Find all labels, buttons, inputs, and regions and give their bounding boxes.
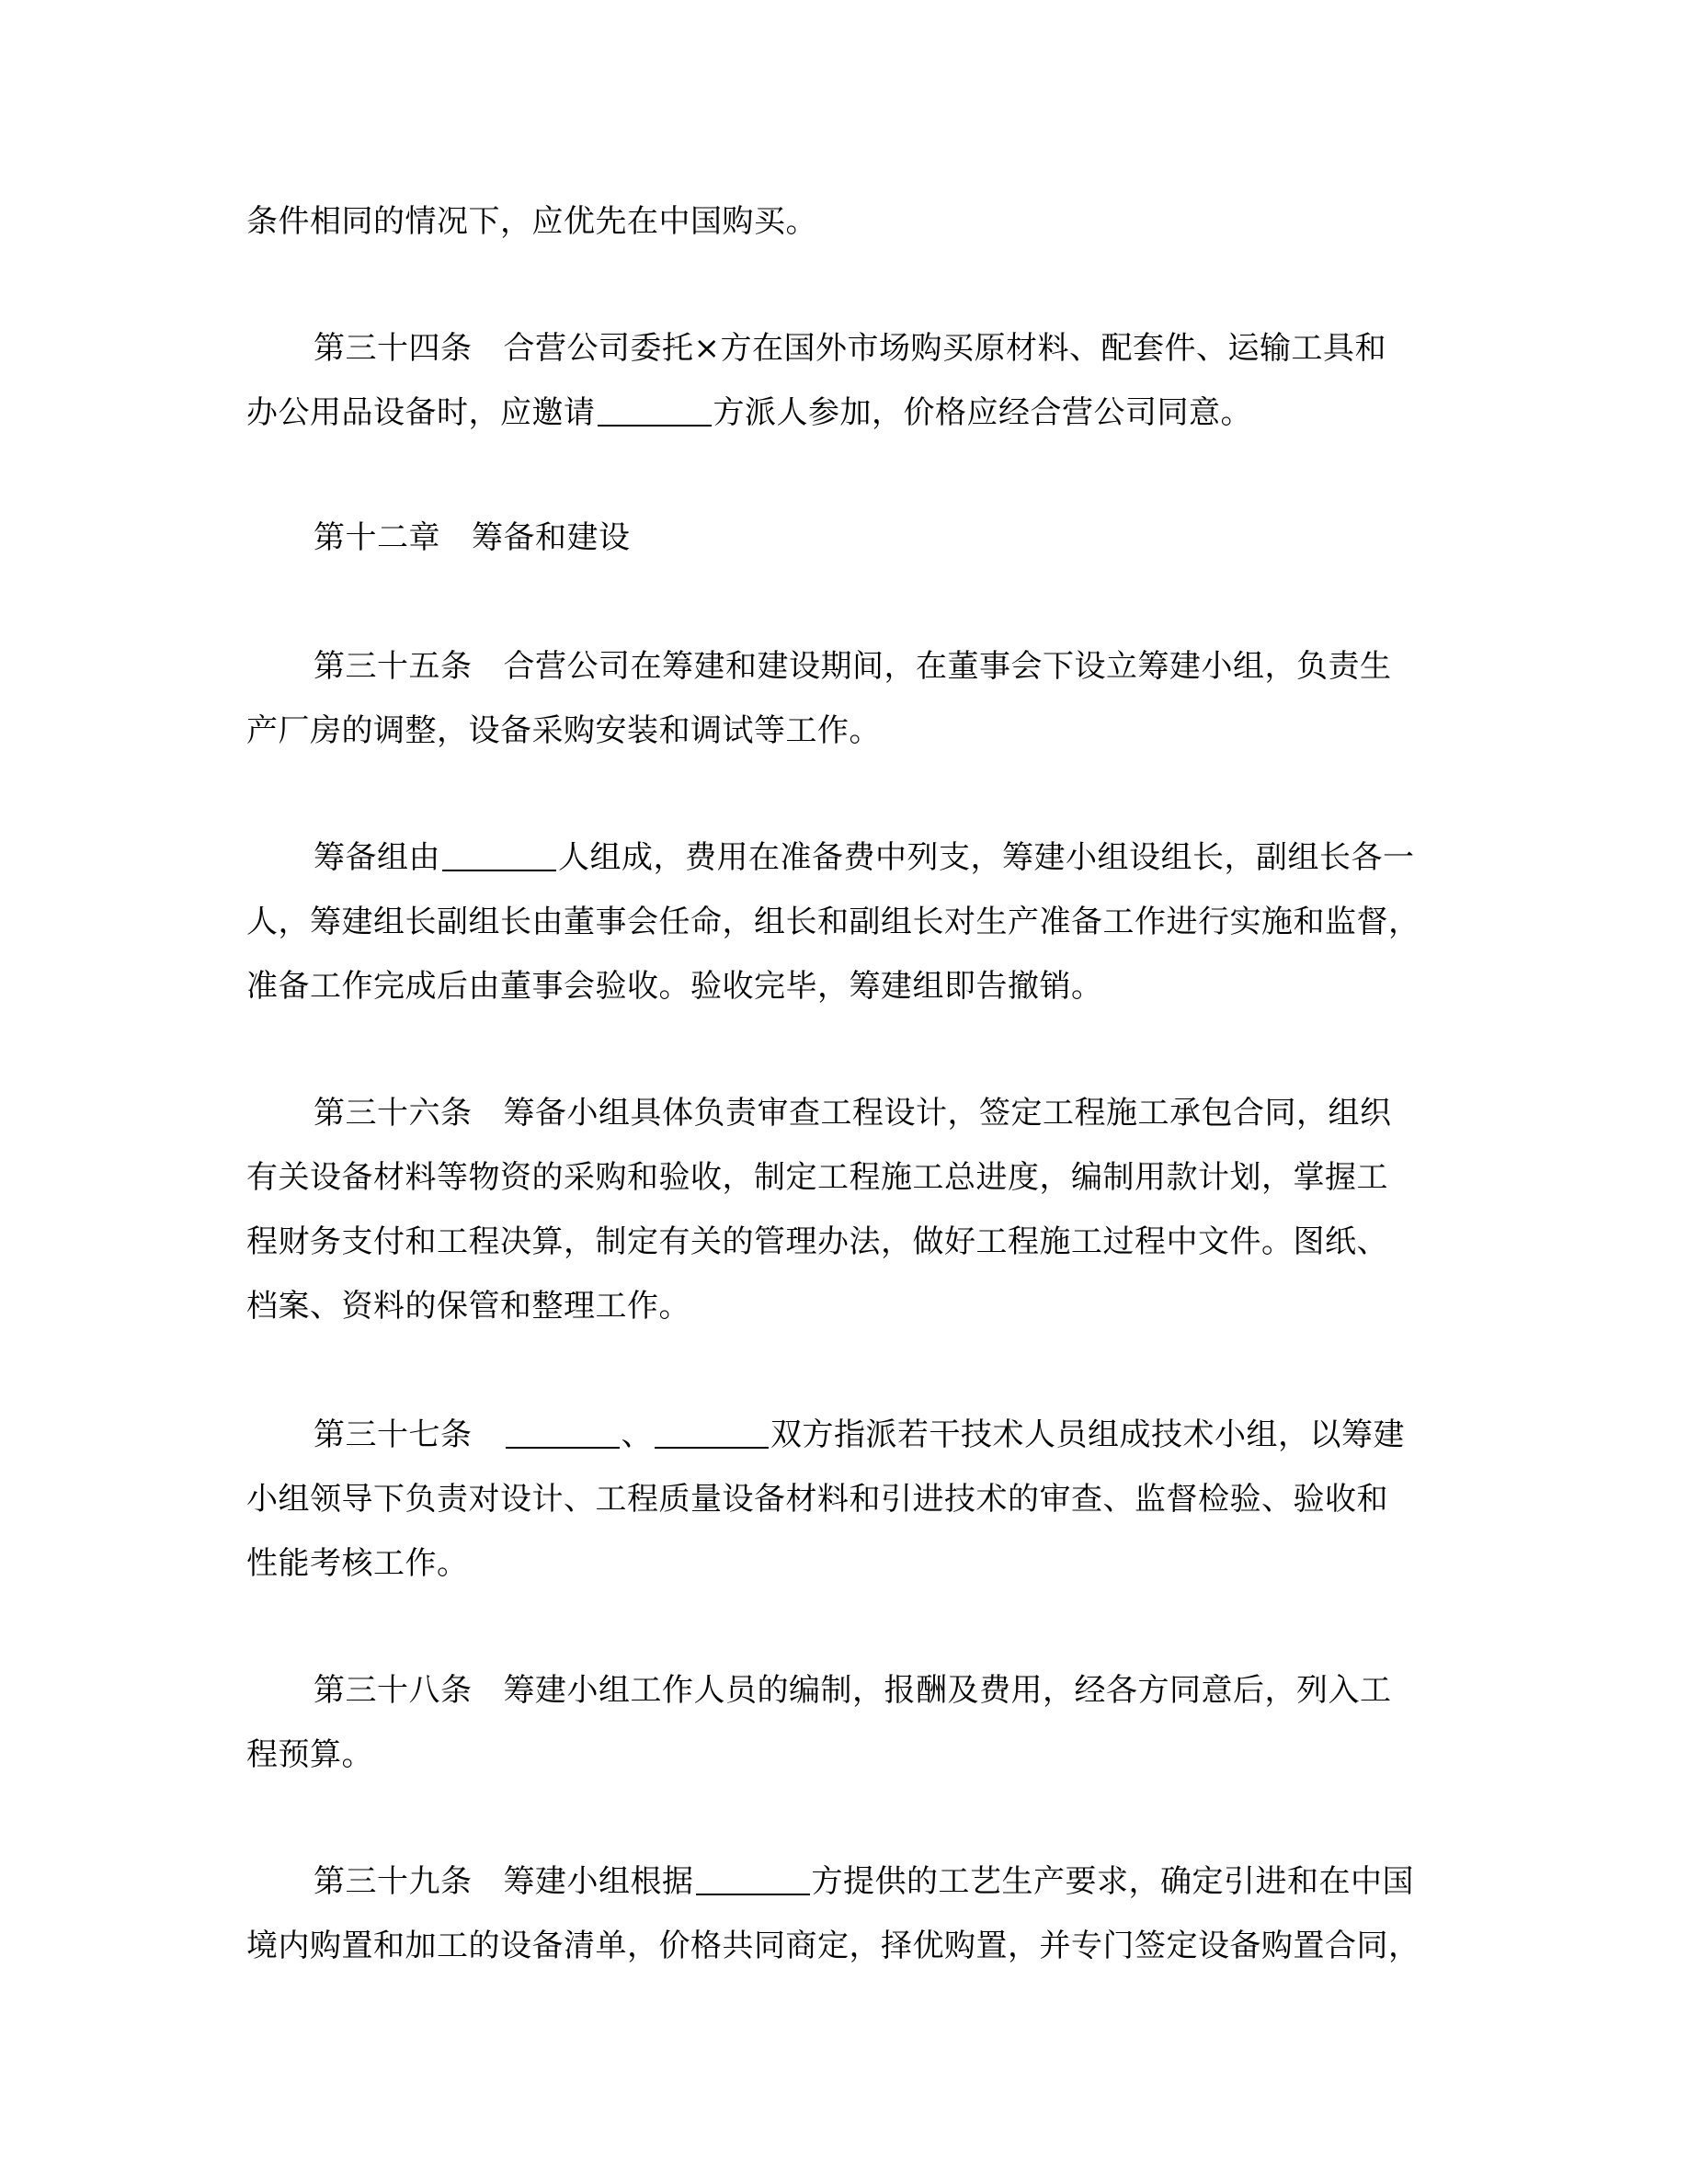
text-line: 第三十六条 筹备小组具体负责审查工程设计，签定工程施工承包合同，组织 (314, 1095, 1392, 1132)
text-line: 档案、资料的保管和整理工作。 (246, 1288, 690, 1325)
article-label: 第三十六条 (314, 1095, 473, 1132)
article-label: 第三十九条 (314, 1863, 473, 1900)
text-line: 境内购置和加工的设备清单，价格共同商定，择优购置，并专门签定设备购置合同， (246, 1928, 1420, 1964)
text-line: 人，筹建组长副组长由董事会任命，组长和副组长对生产准备工作进行实施和监督， (246, 904, 1420, 940)
article-35 (246, 634, 1442, 763)
text-line: 小组领导下负责对设计、工程质量设备材料和引进技术的审查、监督检验、验收和 (246, 1481, 1388, 1518)
article-label: 第三十八条 (314, 1672, 473, 1709)
text-line: 条件相同的情况下，应优先在中国购买。 (246, 203, 817, 240)
article-36 (246, 1081, 1442, 1338)
text-line: 筹备组由 人组成，费用在准备费中列支，筹建小组设组长，副组长各一 (246, 825, 1442, 890)
text-line: 有关设备材料等物资的采购和验收，制定工程施工总进度，编制用款计划，掌握工 (246, 1159, 1388, 1196)
text-line: 性能考核工作。 (246, 1545, 469, 1582)
article-37 (246, 1403, 1442, 1596)
article-label: 第三十四条 (314, 330, 473, 367)
text-line (246, 506, 1442, 570)
blank-underline (598, 392, 712, 427)
chapter-title: 筹备和建设 (472, 519, 631, 556)
text-line: 第三十九条 筹建小组根据 方提供的工艺生产要求，确定引进和在中国 (246, 1849, 1442, 1914)
paragraph-purchase-condition (246, 189, 1442, 254)
blank-underline (506, 1414, 620, 1449)
article-34 (246, 316, 1442, 445)
blank-underline (696, 1860, 810, 1895)
article-label: 第三十五条 (314, 648, 473, 685)
article-39 (246, 1849, 1442, 1978)
paragraph-preparation-group (246, 825, 1442, 1018)
blank-underline (655, 1414, 769, 1449)
text-line: 办公用品设备时，应邀请 方派人参加，价格应经合营公司同意。 (246, 381, 1442, 445)
text-line: 产厂房的调整，设备采购安装和调试等工作。 (246, 712, 881, 749)
text-line: 第三十五条 合营公司在筹建和建设期间，在董事会下设立筹建小组，负责生 (314, 648, 1392, 685)
text-line: 程财务支付和工程决算，制定有关的管理办法，做好工程施工过程中文件。图纸、 (246, 1223, 1388, 1260)
article-label: 第三十七条 (314, 1416, 473, 1453)
text-line: 第三十八条 筹建小组工作人员的编制，报酬及费用，经各方同意后，列入工 (314, 1672, 1392, 1709)
chapter-heading (246, 506, 1442, 570)
blank-underline (442, 836, 556, 871)
chapter-label: 第十二章 (314, 519, 440, 556)
text-line: 第三十七条 、 双方指派若干技术人员组成技术小组，以筹建 (246, 1403, 1442, 1467)
text-line: 第三十四条 合营公司委托×方在国外市场购买原材料、配套件、运输工具和 (314, 330, 1386, 367)
article-38 (246, 1658, 1442, 1787)
text-line: 准备工作完成后由董事会验收。验收完毕，筹建组即告撤销。 (246, 968, 1103, 1005)
text-line: 程预算。 (246, 1736, 373, 1773)
